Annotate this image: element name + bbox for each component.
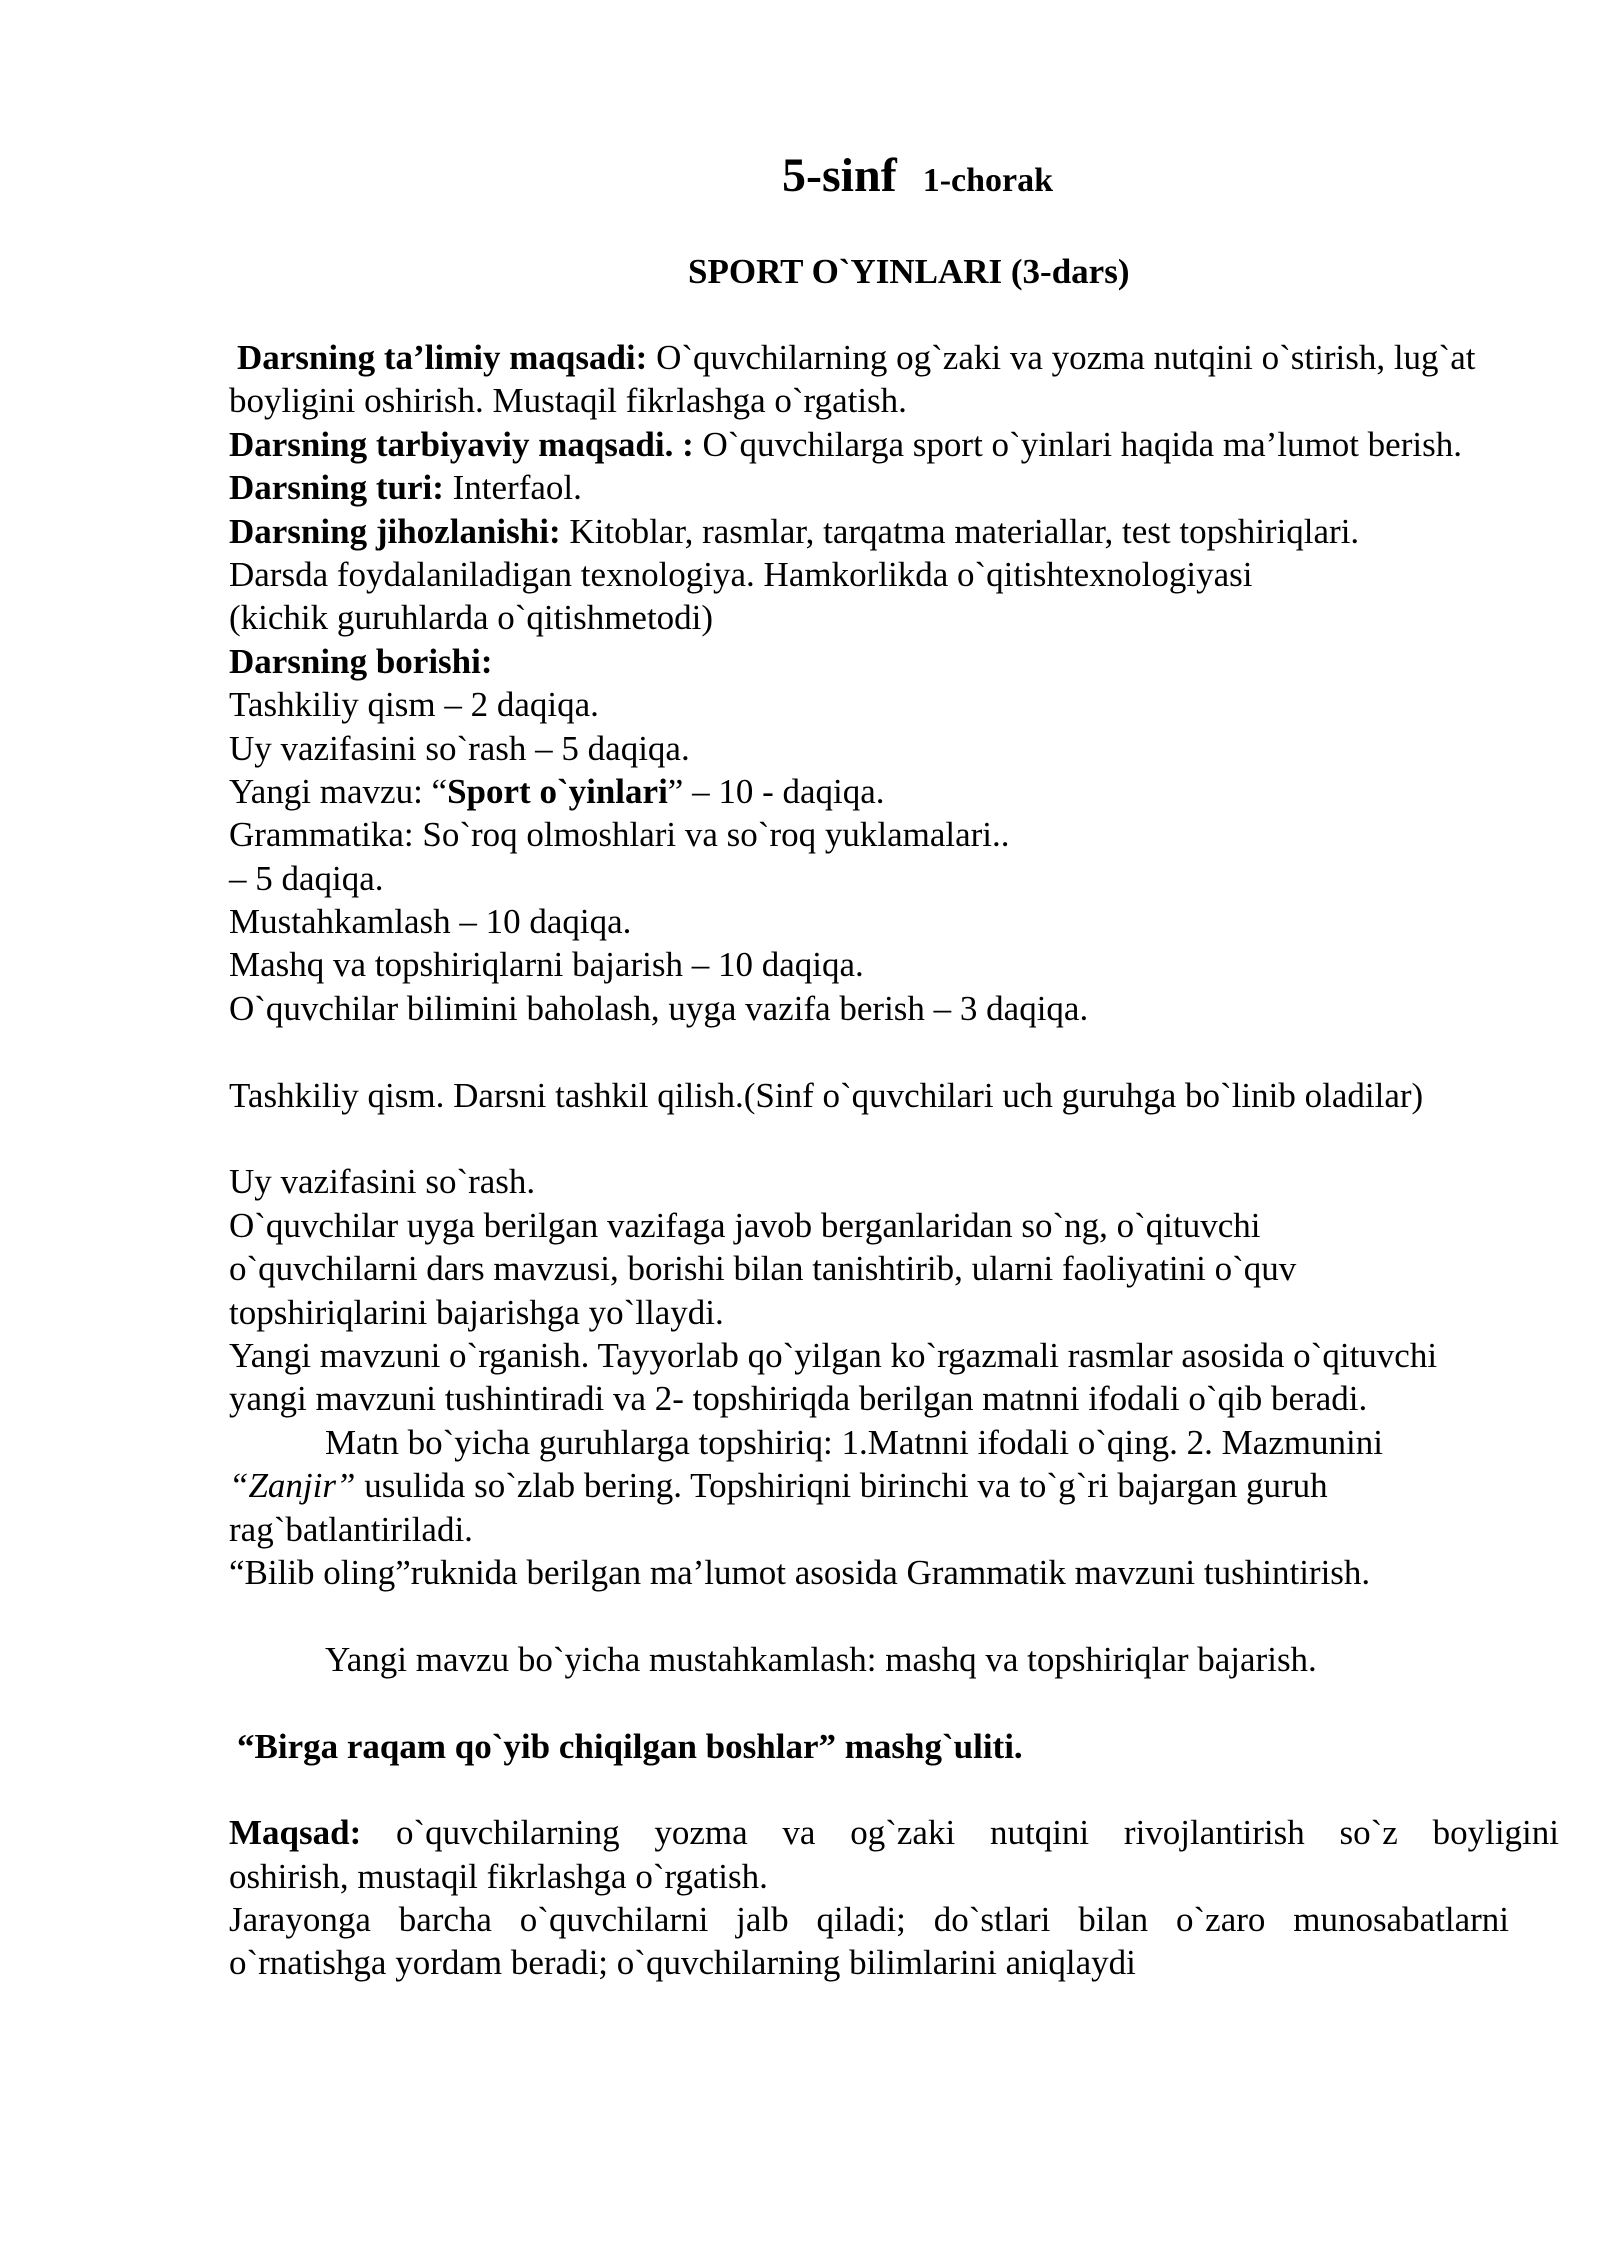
procedure-step-4-cont: – 5 daqiqa. <box>229 858 384 898</box>
educational-goal-text: O`quvchilarning og`zaki va yozma nutqini o`stirish, lug`at <box>647 338 1476 377</box>
step-3-prefix: Yangi mavzu: “ <box>229 771 448 811</box>
homework-line-3: topshiriqlarini bajarishga yo`llaydi. <box>229 1292 724 1332</box>
grade-label: 5-sinf <box>782 149 897 202</box>
educational-goal-label: Darsning ta’limiy maqsadi: <box>237 338 648 377</box>
document-heading <box>782 148 1053 203</box>
technology-line-1: Darsda foydalaniladigan texnologiya. Hamkorlikda o`qitishtexnologiyasi <box>229 554 1253 594</box>
educational-goal-cont: boyligini oshirish. Mustaqil fikrlashga o`rgatish. <box>229 381 907 421</box>
educational-goal <box>229 336 1559 379</box>
lesson-type-label: Darsning turi: <box>229 468 444 508</box>
technology-line-2: (kichik guruhlarda o`qitishmetodi) <box>229 598 714 638</box>
step-3-suffix: ” – 10 - daqiqa. <box>667 771 885 811</box>
procedure-step-6: Mashq va topshiriqlarni bajarish – 10 daqiqa. <box>229 945 864 985</box>
spacer <box>229 1681 1559 1724</box>
homework-line-2: o`quvchilarni dars mavzusi, borishi bilan tanishtirib, ularni faoliyatini o`quv <box>229 1249 1297 1289</box>
exercise-goal-text: o`quvchilarning yozma va og`zaki nutqini rivojlantirish so`z boyligini <box>361 1813 1559 1853</box>
reinforcement-paragraph: Yangi mavzu bo`yicha mustahkamlash: mashq va topshiriqlar bajarish. <box>325 1639 1317 1679</box>
upbringing-goal-punct: . : <box>664 424 703 464</box>
procedure-step-7: O`quvchilar bilimini baholash, uyga vazifa berish – 3 daqiqa. <box>229 988 1089 1028</box>
task-line-2-text: usulida so`zlab bering. Topshiriqni birinchi va to`g`ri bajargan guruh <box>355 1466 1328 1506</box>
organization-paragraph: Tashkiliy qism. Darsni tashkil qilish.(Sinf o`quvchilari uch guruhga bo`linib oladilar) <box>229 1075 1424 1115</box>
upbringing-goal <box>229 423 1559 466</box>
lesson-equipment <box>229 510 1559 553</box>
process-line-2: o`rnatishga yordam beradi; o`quvchilarning bilimlarini aniqlaydi <box>229 1943 1136 1983</box>
procedure-label-text: Darsning borishi: <box>229 641 493 681</box>
upbringing-goal-text: O`quvchilarga sport o`yinlari haqida ma’lumot berish. <box>702 424 1462 464</box>
quarter-label: 1-chorak <box>922 162 1054 199</box>
process-line-1: Jarayonga barcha o`quvchilarni jalb qiladi; do`stlari bilan o`zaro munosabatlarni <box>229 1900 1509 1940</box>
procedure-step-2: Uy vazifasini so`rash – 5 daqiqa. <box>229 728 690 768</box>
step-3-topic: Sport o`yinlari <box>447 771 668 811</box>
spacer <box>229 1594 1559 1637</box>
exercise-goal-line-1 <box>229 1811 1559 1854</box>
new-topic-line-2: yangi mavzuni tushintiradi va 2- topshiriqda berilgan matnni ifodali o`qib beradi. <box>229 1379 1368 1419</box>
homework-title: Uy vazifasini so`rash. <box>229 1162 536 1202</box>
exercise-goal-line-2: oshirish, mustaqil fikrlashga o`rgatish. <box>229 1856 768 1896</box>
lesson-equipment-label: Darsning jihozlanishi: <box>229 511 561 551</box>
exercise-title-text: “Birga raqam qo`yib chiqilgan boshlar” mashg`uliti. <box>237 1726 1023 1766</box>
task-line-3: rag`batlantiriladi. <box>229 1509 473 1549</box>
spacer <box>229 1117 1559 1160</box>
zanjir-method: “Zanjir” <box>229 1466 356 1506</box>
exercise-goal-label: Maqsad: <box>229 1813 362 1853</box>
lesson-type <box>229 466 1559 509</box>
task-line-2 <box>229 1464 1559 1507</box>
procedure-step-1: Tashkiliy qism – 2 daqiqa. <box>229 685 599 725</box>
spacer <box>229 1030 1559 1073</box>
procedure-step-5: Mustahkamlash – 10 daqiqa. <box>229 902 632 942</box>
spacer <box>229 1768 1559 1811</box>
procedure-label <box>229 640 1559 683</box>
lesson-type-text: Interfaol. <box>443 468 582 508</box>
grammar-line: “Bilib oling”ruknida berilgan ma’lumot asosida Grammatik mavzuni tushintirish. <box>229 1552 1371 1592</box>
lesson-equipment-text: Kitoblar, rasmlar, tarqatma materiallar, test topshiriqlari. <box>560 511 1360 551</box>
homework-line-1: O`quvchilar uyga berilgan vazifaga javob berganlaridan so`ng, o`qituvchi <box>229 1205 1261 1245</box>
procedure-step-3 <box>229 770 1559 813</box>
exercise-title <box>229 1725 1559 1768</box>
new-topic-line-1: Yangi mavzuni o`rganish. Tayyorlab qo`yilgan ko`rgazmali rasmlar asosida o`qituvchi <box>229 1335 1438 1375</box>
task-line-1: Matn bo`yicha guruhlarga topshiriq: 1.Matnni ifodali o`qing. 2. Mazmunini <box>325 1422 1383 1462</box>
lesson-title: SPORT O`YINLARI (3-dars) <box>688 252 1130 291</box>
document-body <box>229 336 1559 1985</box>
procedure-step-4: Grammatika: So`roq olmoshlari va so`roq yuklamalari.. <box>229 815 1010 855</box>
upbringing-goal-label: Darsning tarbiyaviy maqsadi <box>229 424 665 464</box>
